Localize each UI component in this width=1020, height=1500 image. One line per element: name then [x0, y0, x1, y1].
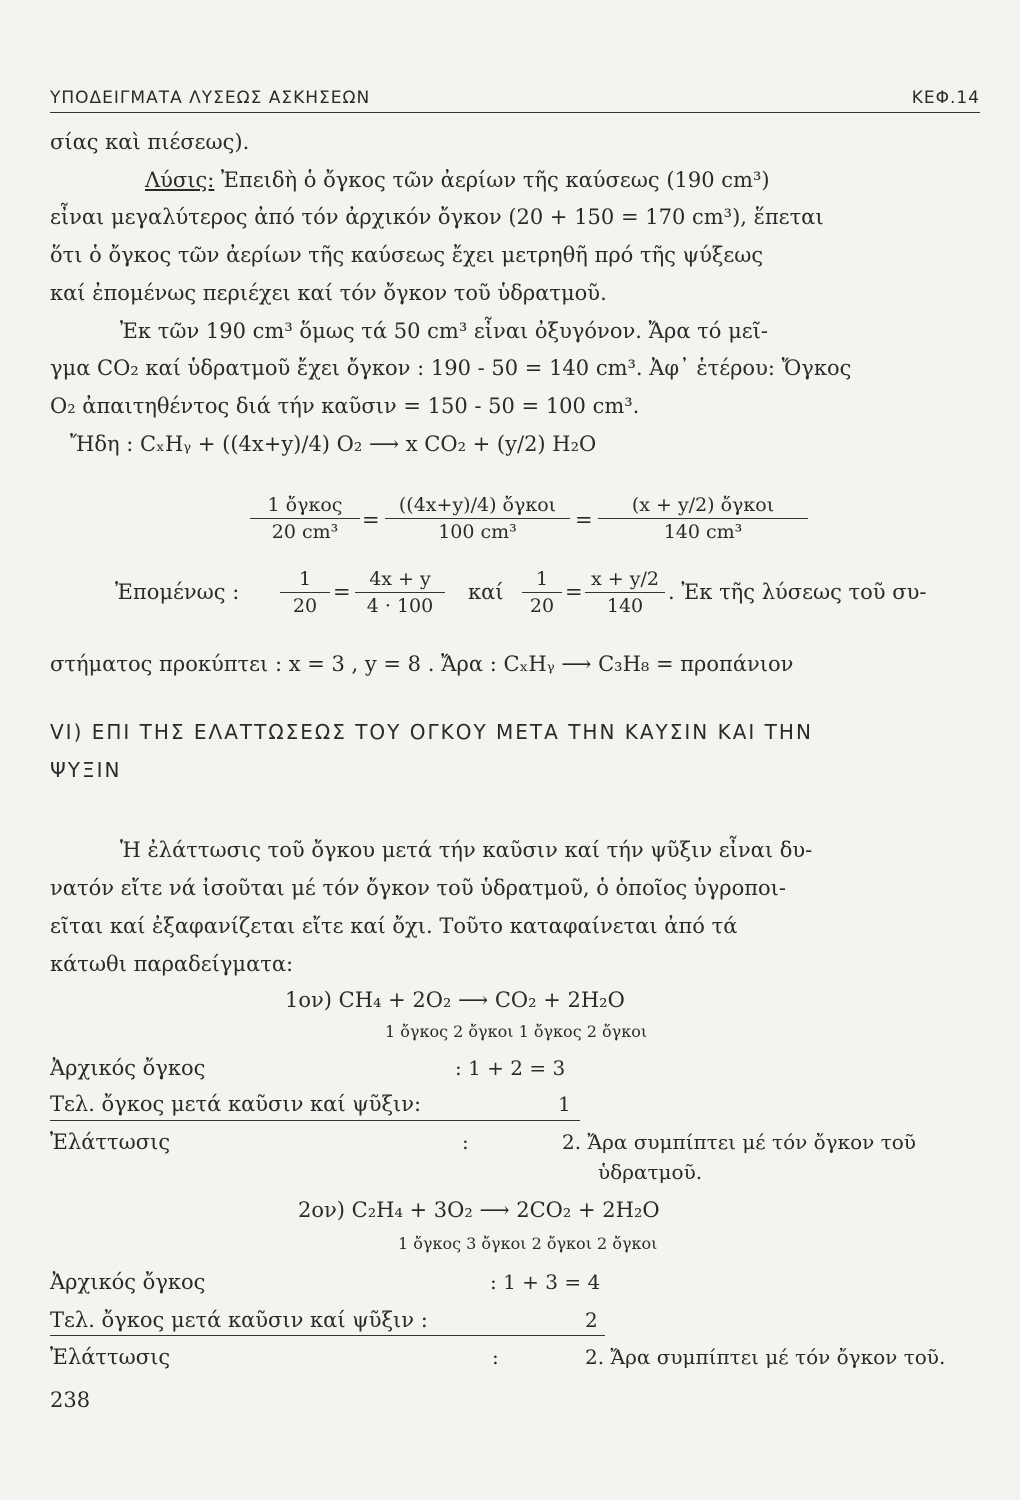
text-line: κάτωθι παραδείγματα:: [50, 952, 294, 976]
text-value: :: [492, 1345, 499, 1369]
numerator: ((4x+y)/4) ὄγκοι: [398, 494, 557, 516]
text-value: :: [462, 1130, 469, 1154]
text-line: Ἐκ τῶν 190 cm³ ὅμως τά 50 cm³ εἶναι ὀξυγόνον. Ἄρα τό μεῖ-: [120, 319, 768, 343]
text-line: . Ἐκ τῆς λύσεως τοῦ συ-: [668, 580, 927, 604]
example-equation: 2ον) C₂H₄ + 3O₂ ⟶ 2CO₂ + 2H₂O: [298, 1198, 660, 1222]
fraction: [250, 494, 360, 543]
text-value: ὑδρατμοῦ.: [598, 1160, 703, 1184]
text-line: σίας καὶ πιέσεως).: [50, 130, 250, 154]
numerator: 1: [535, 568, 549, 590]
rule-line: [50, 1335, 605, 1336]
fraction: [355, 568, 445, 617]
text-line: ὅτι ὁ ὄγκος τῶν ἀερίων τῆς καύσεως ἔχει μετρηθῆ πρό τῆς ψύξεως: [50, 243, 764, 267]
text-line: Τελ. ὄγκος μετά καῦσιν καί ψῦξιν:: [50, 1092, 422, 1116]
text-line: Τελ. ὄγκος μετά καῦσιν καί ψῦξιν :: [50, 1308, 428, 1332]
equals-sign: =: [565, 580, 583, 604]
header-title: ΥΠΟΔΕΙΓΜΑΤΑ ΛΥΣΕΩΣ ΑΣΚΗΣΕΩΝ: [50, 88, 371, 108]
text-value: 2: [585, 1308, 598, 1332]
denominator: 20: [292, 595, 318, 617]
section-heading: ΨΥΞΙΝ: [50, 758, 122, 782]
numerator: x + y/2: [591, 568, 659, 590]
running-header: [50, 86, 980, 113]
denominator: 20: [529, 595, 555, 617]
page-number: 238: [50, 1388, 91, 1412]
fraction: [385, 494, 570, 543]
combustion-equation: Ἤδη : CₓHᵧ + ((4x+y)/4) O₂ ⟶ x CO₂ + (y/2) H₂O: [70, 432, 597, 456]
rule-line: [50, 1120, 580, 1121]
text-line: Ἐλάττωσις: [50, 1345, 171, 1369]
text-line: στήματος προκύπτει : x = 3 , y = 8 . Ἄρα : CₓHᵧ ⟶ C₃H₈ = προπάνιον: [50, 652, 794, 676]
text-line: O₂ ἀπαιτηθέντος διά τήν καῦσιν = 150 - 50 = 100 cm³.: [50, 394, 640, 418]
text-line: Ἀρχικός ὄγκος: [50, 1270, 206, 1294]
text-line: Ἐπομένως :: [115, 580, 240, 604]
text-line: γμα CO₂ καί ὑδρατμοῦ ἔχει ὄγκον : 190 - 50 = 140 cm³. Ἀφ᾽ ἑτέρου: Ὄγκος: [50, 356, 852, 380]
equals-sign: =: [362, 508, 380, 532]
equals-sign: =: [575, 508, 593, 532]
volume-line: 1 ὄγκος 2 ὄγκοι 1 ὄγκος 2 ὄγκοι: [385, 1022, 648, 1041]
fraction: [522, 568, 562, 617]
text-line: καί ἐπομένως περιέχει καί τόν ὄγκον τοῦ ὑδρατμοῦ.: [50, 281, 607, 305]
text-line: Ἀρχικός ὄγκος: [50, 1056, 206, 1080]
text-line: [145, 168, 770, 193]
denominator: 20 cm³: [271, 521, 339, 543]
denominator: 140 cm³: [663, 521, 743, 543]
fraction: [585, 568, 665, 617]
text-value: : 1 + 3 = 4: [490, 1270, 601, 1294]
numerator: 1 ὄγκος: [267, 494, 343, 516]
fraction: [280, 568, 330, 617]
text-value: : 1 + 2 = 3: [455, 1056, 566, 1080]
header-chapter: ΚΕΦ.14: [911, 88, 980, 108]
volume-line: 1 ὄγκος 3 ὄγκοι 2 ὄγκοι 2 ὄγκοι: [398, 1234, 658, 1253]
text-line: Ἐλάττωσις: [50, 1130, 171, 1154]
text-span: Ἐπειδὴ ὁ ὄγκος τῶν ἀερίων τῆς καύσεως (190 cm³): [214, 168, 770, 192]
denominator: 4 · 100: [366, 595, 434, 617]
text-value: 2. Ἄρα συμπίπτει μέ τόν ὄγκον τοῦ.: [585, 1345, 946, 1369]
text-value: 2. Ἄρα συμπίπτει μέ τόν ὄγκον τοῦ: [562, 1130, 916, 1154]
denominator: 140: [606, 595, 644, 617]
denominator: 100 cm³: [438, 521, 517, 543]
text-line: εἶναι μεγαλύτερος ἀπό τόν ἀρχικόν ὄγκον (20 + 150 = 170 cm³), ἕπεται: [50, 205, 824, 229]
text-line: Ἡ ἐλάττωσις τοῦ ὄγκου μετά τήν καῦσιν καί τήν ψῦξιν εἶναι δυ-: [120, 838, 813, 862]
text-line: καί: [468, 580, 504, 604]
solution-label: Λύσις:: [145, 168, 215, 192]
numerator: 1: [298, 568, 312, 590]
example-equation: 1ον) CH₄ + 2O₂ ⟶ CO₂ + 2H₂O: [285, 988, 625, 1012]
text-value: 1: [558, 1092, 571, 1116]
fraction: [598, 494, 808, 543]
text-line: νατόν εἴτε νά ἰσοῦται μέ τόν ὄγκον τοῦ ὑδρατμοῦ, ὁ ὁποῖος ὑγροποι-: [50, 876, 787, 900]
numerator: (x + y/2) ὄγκοι: [631, 494, 775, 516]
equals-sign: =: [333, 580, 351, 604]
section-heading: VI) ΕΠΙ ΤΗΣ ΕΛΑΤΤΩΣΕΩΣ ΤΟΥ ΟΓΚΟΥ ΜΕΤΑ ΤΗΝ ΚΑΥΣΙΝ ΚΑΙ ΤΗΝ: [50, 720, 813, 744]
numerator: 4x + y: [369, 568, 431, 590]
text-line: εῖται καί ἐξαφανίζεται εἴτε καί ὄχι. Τοῦτο καταφαίνεται ἀπό τά: [50, 914, 738, 938]
